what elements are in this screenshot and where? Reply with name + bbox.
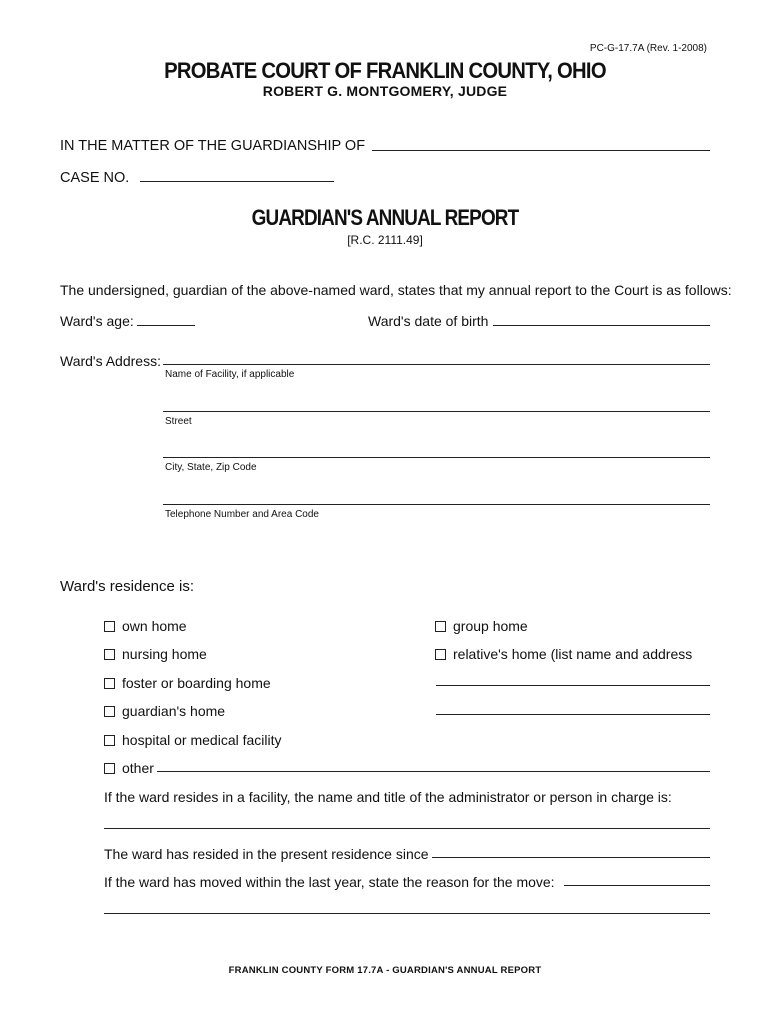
wards-age-label: Ward's age: [60, 313, 134, 329]
street-caption: Street [165, 416, 192, 427]
resided-since-field[interactable] [432, 857, 710, 858]
checkbox-foster-home[interactable] [104, 678, 115, 689]
city-state-zip-caption: City, State, Zip Code [165, 462, 257, 473]
checkbox-guardians-home[interactable] [104, 706, 115, 717]
court-name: PROBATE COURT OF FRANKLIN COUNTY, OHIO [164, 58, 606, 83]
judge-name: ROBERT G. MONTGOMERY, JUDGE [262, 83, 508, 99]
checkbox-hospital[interactable] [104, 735, 115, 746]
form-footer: FRANKLIN COUNTY FORM 17.7A - GUARDIAN'S ANNUAL REPORT [228, 965, 542, 976]
telephone-caption: Telephone Number and Area Code [165, 509, 319, 520]
checkbox-other[interactable] [104, 763, 115, 774]
facility-admin-field[interactable] [104, 828, 710, 829]
move-reason-label: If the ward has moved within the last year, state the reason for the move: [104, 874, 555, 890]
intro-statement: The undersigned, guardian of the above-named ward, states that my annual report to the Court is as follows: [60, 282, 732, 298]
option-own-home[interactable]: own home [104, 618, 187, 634]
case-no-field[interactable] [140, 181, 334, 182]
facility-name-caption: Name of Facility, if applicable [165, 369, 295, 380]
move-reason-field-1[interactable] [564, 885, 710, 886]
facility-name-field[interactable] [163, 364, 710, 365]
guardianship-of-label: IN THE MATTER OF THE GUARDIANSHIP OF [60, 138, 366, 154]
checkbox-relatives-home[interactable] [435, 649, 446, 660]
other-residence-field[interactable] [157, 771, 710, 772]
form-number: PC-G-17.7A (Rev. 1-2008) [589, 43, 707, 54]
report-title: GUARDIAN'S ANNUAL REPORT [251, 205, 519, 230]
option-foster-home[interactable]: foster or boarding home [104, 675, 271, 691]
checkbox-own-home[interactable] [104, 621, 115, 632]
wards-dob-field[interactable] [493, 325, 710, 326]
wards-address-label: Ward's Address: [60, 353, 161, 369]
telephone-field[interactable] [163, 504, 710, 505]
relatives-address-field-1[interactable] [436, 685, 710, 686]
checkbox-nursing-home[interactable] [104, 649, 115, 660]
option-hospital[interactable]: hospital or medical facility [104, 732, 282, 748]
checkbox-group-home[interactable] [435, 621, 446, 632]
residence-label: Ward's residence is: [60, 578, 195, 595]
street-field[interactable] [163, 411, 710, 412]
option-nursing-home[interactable]: nursing home [104, 646, 207, 662]
wards-dob-label: Ward's date of birth [368, 313, 489, 329]
city-state-zip-field[interactable] [163, 457, 710, 458]
option-group-home[interactable]: group home [435, 618, 528, 634]
statute-reference: [R.C. 2111.49] [347, 233, 423, 247]
case-no-label: CASE NO. [60, 170, 130, 186]
resided-since-label: The ward has resided in the present residence since [104, 846, 429, 862]
move-reason-field-2[interactable] [104, 913, 710, 914]
facility-admin-question: If the ward resides in a facility, the name and title of the administrator or person in charge is: [104, 789, 672, 805]
option-relatives-home[interactable]: relative's home (list name and address [435, 646, 692, 662]
wards-age-field[interactable] [137, 325, 195, 326]
guardianship-of-field[interactable] [372, 150, 710, 151]
option-guardians-home[interactable]: guardian's home [104, 703, 225, 719]
option-other[interactable]: other [104, 760, 154, 776]
relatives-address-field-2[interactable] [436, 714, 710, 715]
